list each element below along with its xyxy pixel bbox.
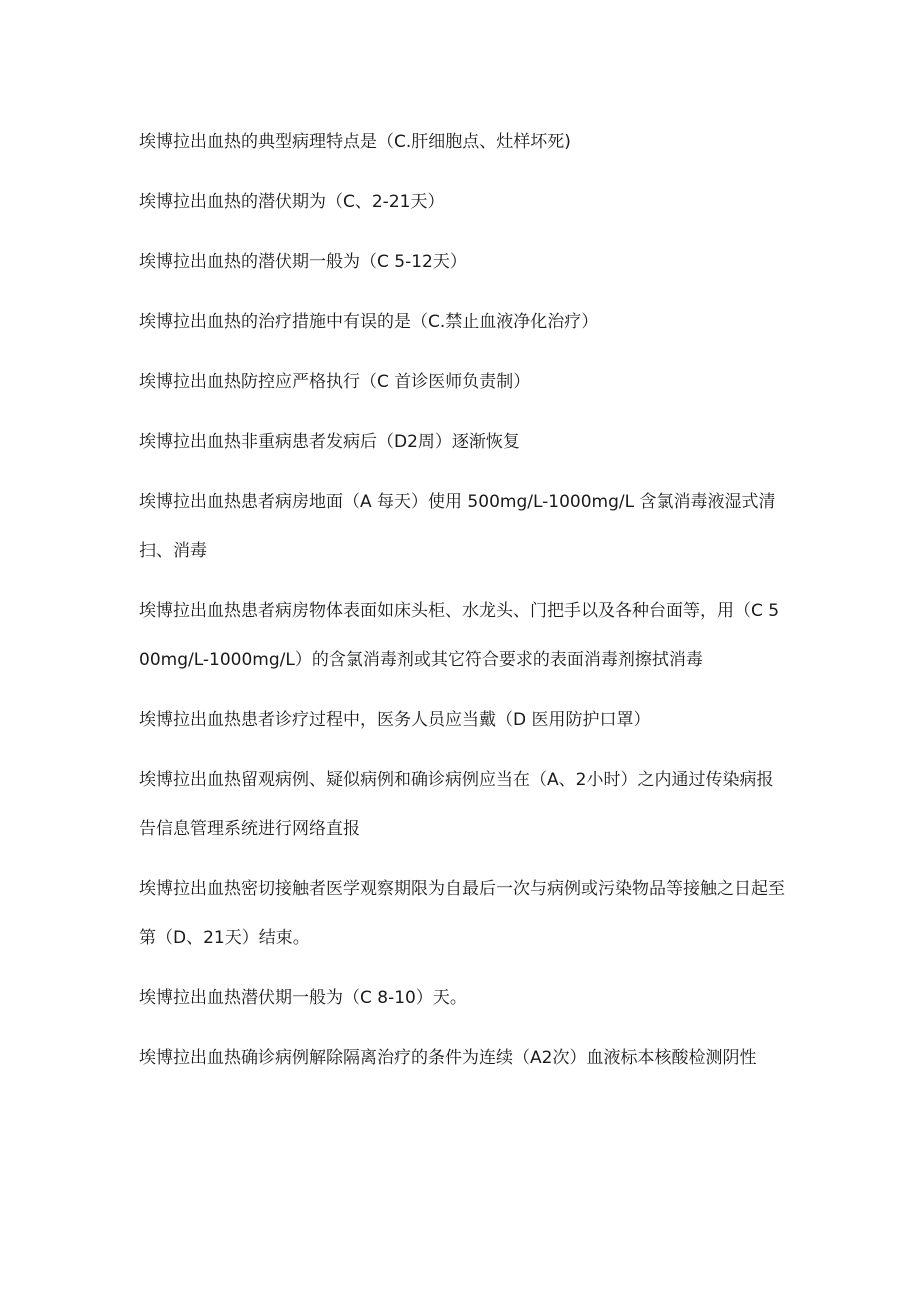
- question-item: 埃博拉出血热密切接触者医学观察期限为自最后一次与病例或污染物品等接触之日起至第（D、21天）结束。: [139, 879, 785, 948]
- question-item: 埃博拉出血热的潜伏期为（C、2-21天）: [139, 192, 445, 212]
- question-item: 埃博拉出血热患者病房物体表面如床头柜、水龙头、门把手以及各种台面等，用（C 500mg/L-1000mg/L）的含氯消毒剂或其它符合要求的表面消毒剂擦拭消毒: [139, 601, 780, 670]
- question-item: 埃博拉出血热患者诊疗过程中，医务人员应当戴（D 医用防护口罩）: [139, 710, 651, 730]
- question-item: 埃博拉出血热患者病房地面（A 每天）使用 500mg/L-1000mg/L 含氯消毒液湿式清扫、消毒: [139, 492, 776, 561]
- question-item: 埃博拉出血热的典型病理特点是（C.肝细胞点、灶样坏死): [139, 132, 571, 152]
- question-item: 埃博拉出血热非重病患者发病后（D2周）逐渐恢复: [139, 432, 520, 452]
- question-item: 埃博拉出血热留观病例、疑似病例和确诊病例应当在（A、2小时）之内通过传染病报告信息管理系统进行网络直报: [139, 770, 774, 839]
- question-item: 埃博拉出血热潜伏期一般为（C 8-10）天。: [139, 988, 467, 1008]
- question-item: 埃博拉出血热的治疗措施中有误的是（C.禁止血液净化治疗）: [139, 312, 599, 332]
- question-item: 埃博拉出血热的潜伏期一般为（C 5-12天）: [139, 252, 467, 272]
- question-item: 埃博拉出血热确诊病例解除隔离治疗的条件为连续（A2次）血液标本核酸检测阴性: [139, 1048, 757, 1068]
- question-list: [139, 118, 789, 1094]
- question-item: 埃博拉出血热防控应严格执行（C 首诊医师负责制）: [139, 372, 531, 392]
